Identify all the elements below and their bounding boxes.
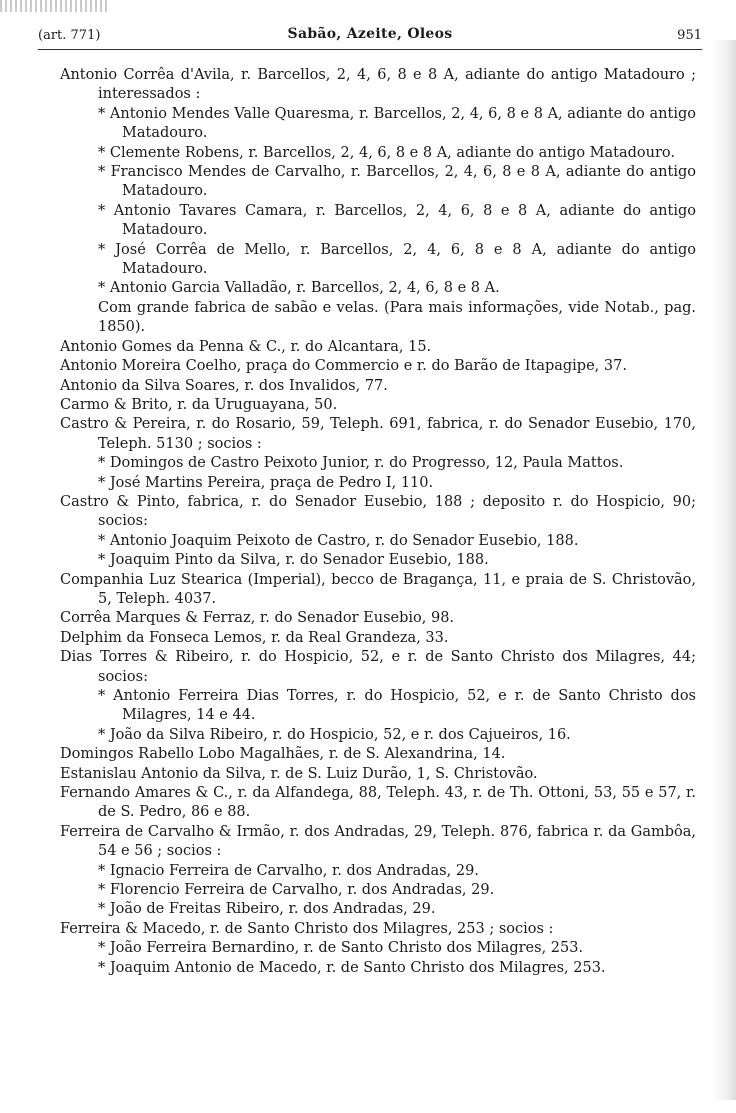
page-edge-shadow [712,40,736,1100]
partner-line: * Antonio Garcia Valladão, r. Barcellos, 2, 4, 6, 8 e 8 A. [98,280,500,297]
entry-note: Com grande fabrica de sabão e velas. (Para mais informações, vide Notab., pag. 1850). [98,299,696,336]
partner-line: * Francisco Mendes de Carvalho, r. Barcellos, 2, 4, 6, 8 e 8 A, adiante do antigo Matadouro. [98,164,696,200]
directory-entry: Fernando Amares & C., r. da Alfandega, 88, Teleph. 43, r. de Th. Ottoni, 53, 55 e 57, r. de S. Pedro, 86 e 88. [60,785,696,821]
entry-list [60,66,696,978]
header-rule [38,49,702,50]
directory-entry: Antonio da Silva Soares, r. dos Invalidos, 77. [60,377,388,394]
page-header [38,26,702,48]
directory-entry: Domingos Rabello Lobo Magalhães, r. de S. Alexandrina, 14. [60,746,506,763]
partner-line: * João Ferreira Bernardino, r. de Santo Christo dos Milagres, 253. [98,940,584,957]
directory-entry: Dias Torres & Ribeiro, r. do Hospicio, 52, e r. de Santo Christo dos Milagres, 44; socios: [60,649,696,685]
directory-entry: Antonio Moreira Coelho, praça do Commercio e r. do Barão de Itapagipe, 37. [60,358,627,375]
partner-line: * Antonio Mendes Valle Quaresma, r. Barcellos, 2, 4, 6, 8 e 8 A, adiante do antigo Matadouro. [98,105,696,142]
partner-line: * Antonio Joaquim Peixoto de Castro, r. do Senador Eusebio, 188. [98,532,579,549]
directory-entry: Delphim da Fonseca Lemos, r. da Real Grandeza, 33. [60,629,449,646]
partner-line: * Florencio Ferreira de Carvalho, r. dos Andradas, 29. [98,882,495,899]
partner-line: * Ignacio Ferreira de Carvalho, r. dos Andradas, 29. [98,862,479,879]
page-number: 951 [677,28,702,43]
page-title: Sabão, Azeite, Oleos [287,26,453,42]
partner-line: * Clemente Robens, r. Barcellos, 2, 4, 6, 8 e 8 A, adiante do antigo Matadouro. [98,144,675,161]
partner-line: * João de Freitas Ribeiro, r. dos Andradas, 29. [98,901,436,918]
directory-entry: Companhia Luz Stearica (Imperial), becco de Bragança, 11, e praia de S. Christovão, 5, Teleph. 4037. [60,571,696,607]
partner-line: * Antonio Ferreira Dias Torres, r. do Hospicio, 52, e r. de Santo Christo dos Milagres, 14 e 44. [98,688,696,724]
directory-entry: Castro & Pinto, fabrica, r. do Senador Eusebio, 188 ; deposito r. do Hospicio, 90; socios: [60,493,696,530]
directory-entry: Corrêa Marques & Ferraz, r. do Senador Eusebio, 98. [60,610,455,627]
partner-line: * Domingos de Castro Peixoto Junior, r. do Progresso, 12, Paula Mattos. [98,455,624,472]
partner-line: * Joaquim Antonio de Macedo, r. de Santo Christo dos Milagres, 253. [98,959,606,976]
directory-entry: Carmo & Brito, r. da Uruguayana, 50. [60,396,338,413]
partner-line: * Joaquim Pinto da Silva, r. do Senador Eusebio, 188. [98,552,489,569]
directory-entry: Estanislau Antonio da Silva, r. de S. Luiz Durão, 1, S. Christovão. [60,765,538,782]
partner-line: * José Martins Pereira, praça de Pedro I, 110. [98,474,434,491]
scan-artifact [0,0,110,12]
directory-entry: Ferreira & Macedo, r. de Santo Christo dos Milagres, 253 ; socios : [60,920,554,937]
partner-line: * Antonio Tavares Camara, r. Barcellos, 2, 4, 6, 8 e 8 A, adiante do antigo Matadouro. [98,202,696,239]
directory-entry: Antonio Corrêa d'Avila, r. Barcellos, 2, 4, 6, 8 e 8 A, adiante do antigo Matadouro ; interessados : [60,67,696,103]
directory-entry: Ferreira de Carvalho & Irmão, r. dos Andradas, 29, Teleph. 876, fabrica r. da Gambôa, 54 e 56 ; socios : [60,823,696,860]
partner-line: * João da Silva Ribeiro, r. do Hospicio, 52, e r. dos Cajueiros, 16. [98,726,571,743]
partner-line: * José Corrêa de Mello, r. Barcellos, 2, 4, 6, 8 e 8 A, adiante do antigo Matadouro. [98,241,696,278]
directory-entry: Castro & Pereira, r. do Rosario, 59, Teleph. 691, fabrica, r. do Senador Eusebio, 170, Teleph. 5130 ; socios : [60,416,696,452]
article-number: (art. 771) [38,28,101,43]
directory-entry: Antonio Gomes da Penna & C., r. do Alcantara, 15. [60,338,432,355]
